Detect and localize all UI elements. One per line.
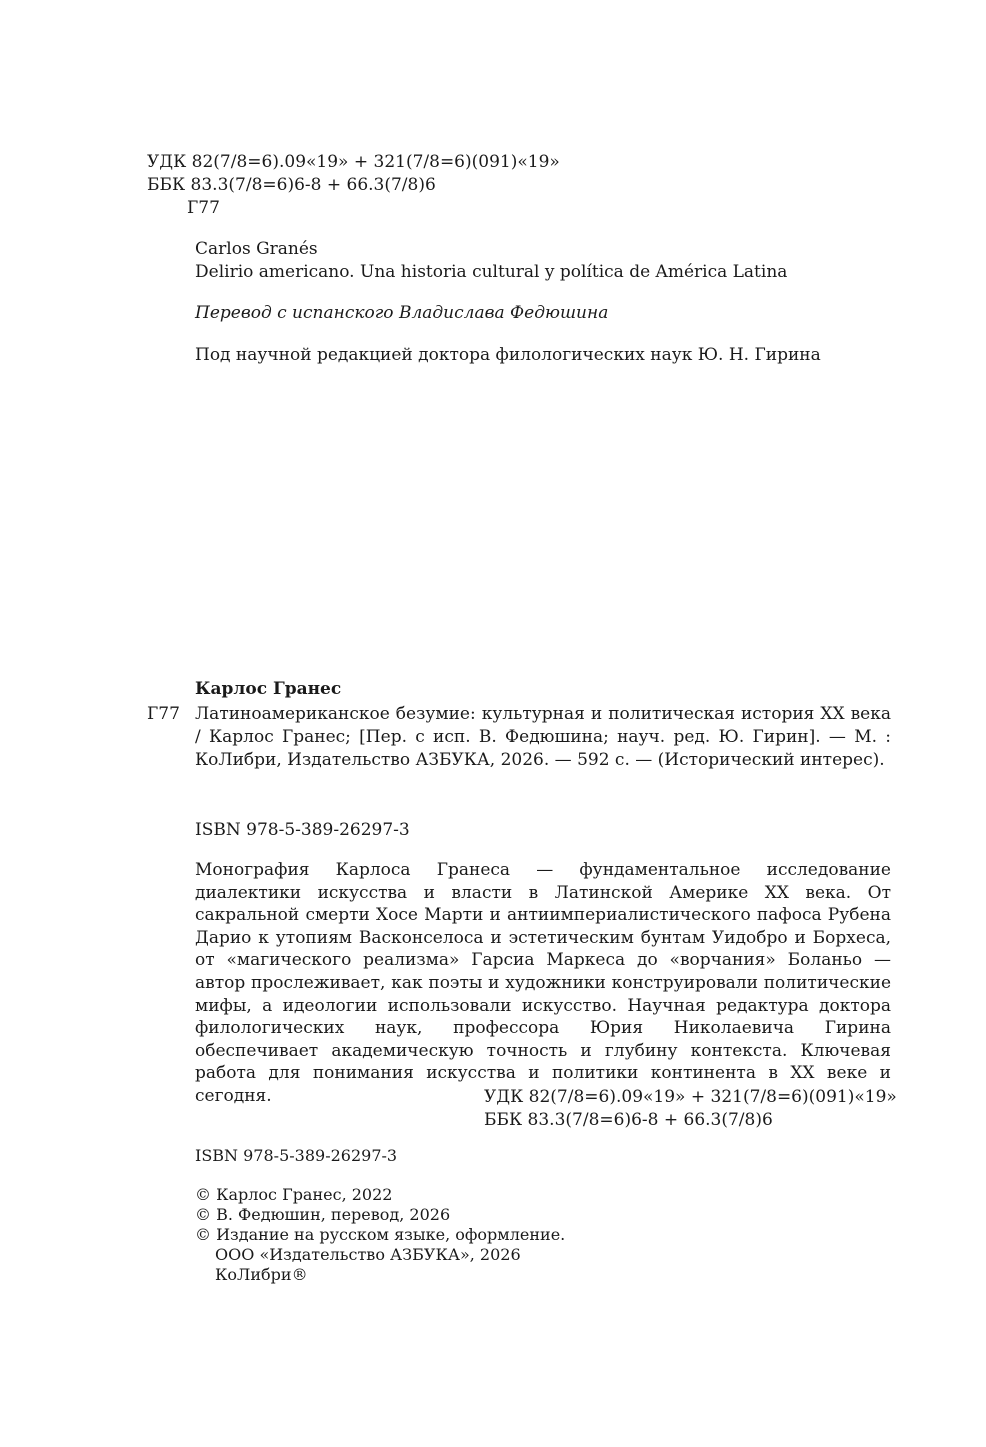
bottom-isbn: ISBN 978-5-389-26297-3 [195, 1146, 398, 1165]
editor-credit: Под научной редакцией доктора филологических наук Ю. Н. Гирина [195, 345, 821, 365]
translation-credit: Перевод с испанского Владислава Федюшина [195, 303, 609, 323]
publisher-line: КоЛибри® [215, 1265, 308, 1284]
original-author: Carlos Granés [195, 239, 318, 259]
copyright-line: © Издание на русском языке, оформление. [195, 1225, 566, 1244]
catalog-annotation: Монография Карлоса Гранеса — фундаментальное исследование диалектики искусства и власти в Латинской Америке XX века. От сакральной смерти Хосе Марти и антиимпериалистического пафоса Рубена Дарио к утопиям Васконселоса и эстетическим бунтам Уидобро и Борхеса, от «магического реализма» Гарсиа Маркеса до «ворчания» Боланьо — автор прослеживает, как поэты и художники конструировали политические мифы, а идеологии использовали искусство. Научная редактура доктора филологических наук, профессора Юрия Николаевича Гирина обеспечивает академическую точность и глубину контекста. Ключевая работа для понимания искусства и политики континента в XX веке и сегодня. [195, 860, 891, 1106]
catalog-author-mark: Г77 [147, 704, 180, 724]
original-title: Delirio americano. Una historia cultural y política de América Latina [195, 262, 788, 282]
udk-code-bottom: УДК 82(7/8=6).09«19» + 321(7/8=6)(091)«19» [484, 1087, 897, 1107]
copyright-line: © В. Федюшин, перевод, 2026 [195, 1205, 451, 1224]
copyright-line: © Карлос Гранес, 2022 [195, 1185, 393, 1204]
udk-code-top: УДК 82(7/8=6).09«19» + 321(7/8=6)(091)«19» [147, 152, 560, 172]
catalog-isbn: ISBN 978-5-389-26297-3 [195, 820, 410, 840]
publisher-line: ООО «Издательство АЗБУКА», 2026 [215, 1245, 521, 1264]
author-mark-top: Г77 [187, 198, 220, 218]
catalog-author-heading: Карлос Гранес [195, 679, 342, 699]
catalog-description: Латиноамериканское безумие: культурная и политическая история XX века / Карлос Гранес; [Пер. с исп. В. Федюшина; науч. ред. Ю. Гирин]. — М. : КоЛибри, Издательство АЗБУКА, 2026. — 592 с. — (Исторический интерес). [195, 704, 891, 770]
bbk-code-top: ББК 83.3(7/8=6)6-8 + 66.3(7/8)6 [147, 175, 436, 195]
bbk-code-bottom: ББК 83.3(7/8=6)6-8 + 66.3(7/8)6 [484, 1110, 773, 1130]
